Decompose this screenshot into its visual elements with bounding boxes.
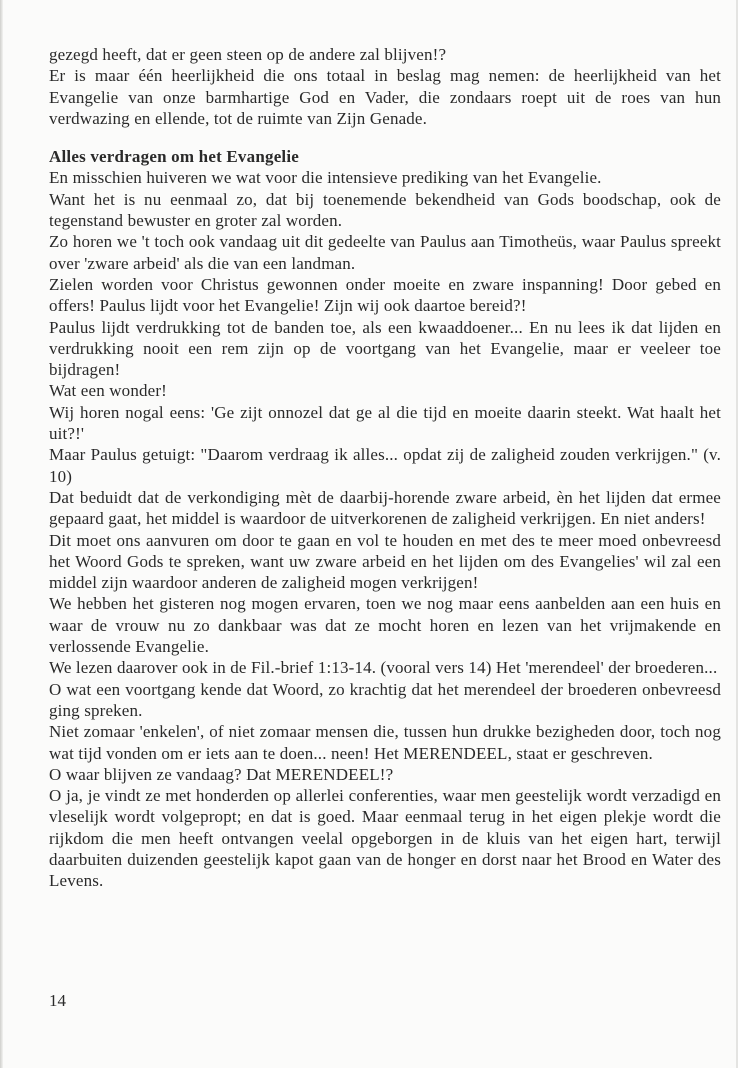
paragraph: Paulus lijdt verdrukking tot de banden toe, als een kwaaddoener... En nu lees ik dat lijden en verdrukking nooit een rem zijn op de voortgang van het Evangelie, maar er veeleer toe bijdragen! <box>49 317 721 380</box>
page-number: 14 <box>49 991 66 1010</box>
paragraph: gezegd heeft, dat er geen steen op de andere zal blijven!? <box>49 45 447 64</box>
page-text-block <box>49 44 721 892</box>
paragraph: Dit moet ons aanvuren om door te gaan en vol te houden en met des te meer moed onbevreesd het Woord Gods te spreken, want uw zware arbeid en het lijden om des Evangelies' wil zal een middel zijn waardoor anderen de zaligheid mogen verkrijgen! <box>49 530 721 593</box>
paragraph: Zo horen we 't toch ook vandaag uit dit gedeelte van Paulus aan Timotheüs, waar Paulus spreekt over 'zware arbeid' als die van een landman. <box>49 232 721 273</box>
paragraph: Maar Paulus getuigt: "Daarom verdraag ik alles... opdat zij de zaligheid zouden verkrijgen." (v. 10) <box>49 445 721 486</box>
paragraph: We hebben het gisteren nog mogen ervaren, toen we nog maar eens aanbelden aan een huis en waar de vrouw nu zo dankbaar was dat ze mocht horen en lezen van het vrijmakende en verlossende Evangelie. <box>49 594 721 657</box>
page-edge-left <box>0 0 3 1068</box>
paragraph: Wij horen nogal eens: 'Ge zijt onnozel dat ge al die tijd en moeite daarin steekt. Wat haalt het uit?!' <box>49 402 721 444</box>
paragraph: Dat beduidt dat de verkondiging mèt de daarbij-horende zware arbeid, èn het lijden dat ermee gepaard gaat, het middel is waardoor de uitverkorenen de zaligheid verkrijgen. En niet anders! <box>49 487 721 529</box>
paragraph: Er is maar één heerlijkheid die ons totaal in beslag mag nemen: de heerlijkheid van het Evangelie van onze barmhartige God en Vader, die zondaars roept uit de roes van hun verdwazing en ellende, tot de ruimte van Zijn Genade. <box>49 66 721 128</box>
paragraph: En misschien huiveren we wat voor die intensieve prediking van het Evangelie. <box>49 168 602 188</box>
paragraph: We lezen daarover ook in de Fil.-brief 1:13-14. (vooral vers 14) Het 'merendeel' der broederen... <box>49 658 718 678</box>
paragraph: Zielen worden voor Christus gewonnen onder moeite en zware inspanning! Door gebed en offers! Paulus lijdt voor het Evangelie! Zijn wij ook daartoe bereid?! <box>49 274 721 316</box>
paragraph: O ja, je vindt ze met honderden op allerlei conferenties, waar men geestelijk wordt verzadigd en vleselijk wordt volgepropt; en dat is goed. Maar eenmaal terug in het eigen plekje wordt die rijkdom die men heeft ontvangen veelal opgeborgen in de kluis van het eigen hart, terwijl daarbuiten duizenden geestelijk kapot gaan van de honger en dorst naar het Brood en Water des Levens. <box>49 786 721 891</box>
paragraph: Want het is nu eenmaal zo, dat bij toenemende bekendheid van Gods boodschap, ook de tegenstand bewuster en groter zal worden. <box>49 189 721 231</box>
paragraph: O wat een voortgang kende dat Woord, zo krachtig dat het merendeel der broederen onbevreesd ging spreken. <box>49 679 721 720</box>
paragraph: Wat een wonder! <box>49 381 167 401</box>
paragraph: Niet zomaar 'enkelen', of niet zomaar mensen die, tussen hun drukke bezigheden door, toch nog wat tijd vonden om er iets aan te doen... neen! Het MERENDEEL, staat er geschreven. <box>49 722 721 763</box>
section-heading: Alles verdragen om het Evangelie <box>49 147 300 167</box>
paragraph: O waar blijven ze vandaag? Dat MERENDEEL!? <box>49 764 394 784</box>
